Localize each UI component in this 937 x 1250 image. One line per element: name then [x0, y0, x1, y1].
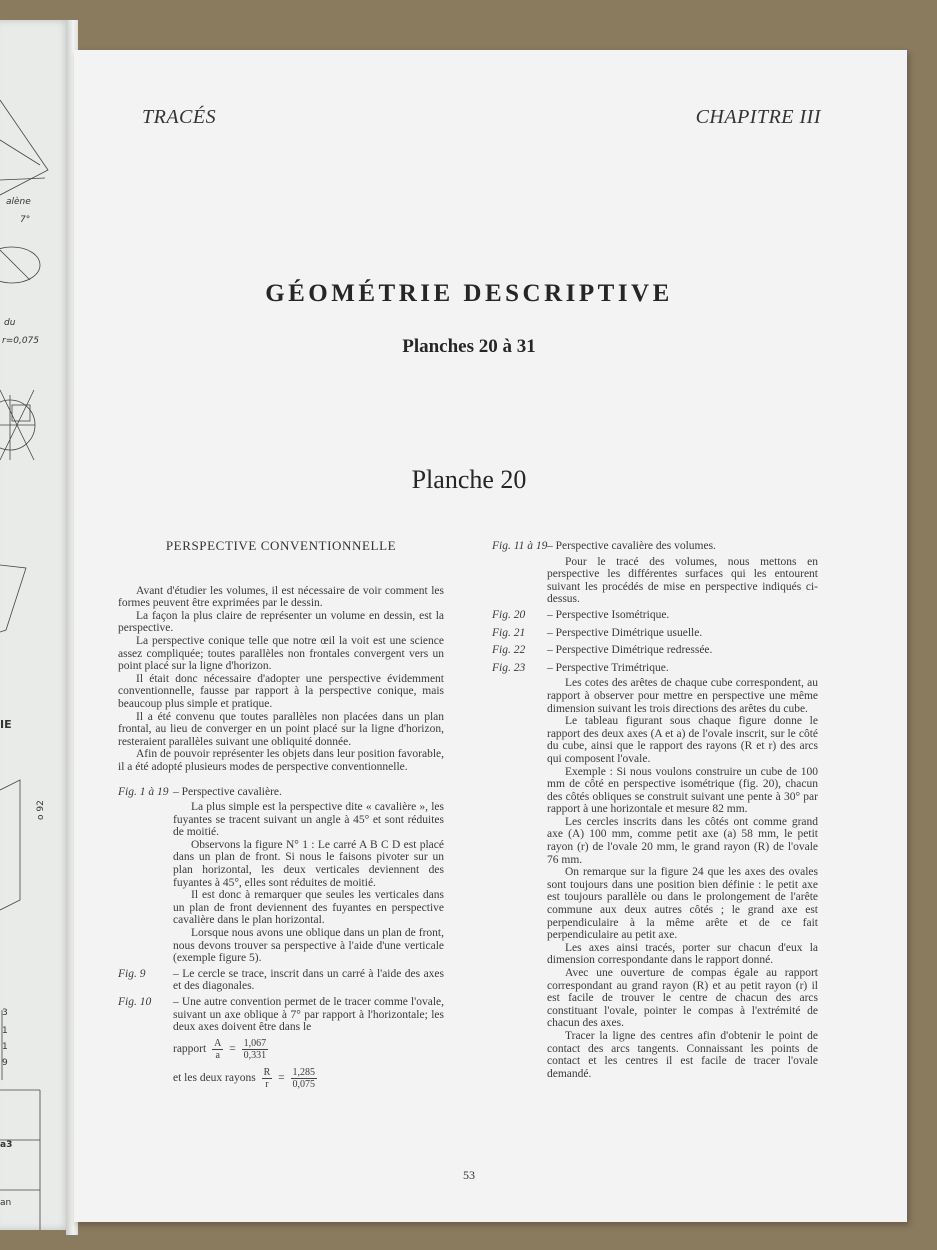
fragment-text: an	[0, 1198, 12, 1208]
paragraph: Il était donc nécessaire d'adopter une perspective évidemment conventionnelle, fausse par rapport à la perspective conique, mais beaucoup plus simple et pratique.	[118, 672, 444, 710]
plate-title: Planche 20	[411, 465, 527, 494]
fragment-text: r=0,075	[2, 336, 40, 346]
facing-page-edge	[0, 20, 72, 1230]
fraction-symbols	[262, 1067, 273, 1090]
paragraph: La façon la plus claire de représenter un volume en dessin, est la perspective.	[118, 609, 444, 635]
figure-title: – Perspective Dimétrique redressée.	[547, 644, 713, 657]
fraction-values	[291, 1067, 318, 1090]
paragraph: Les cercles inscrits dans les côtés ont comme grand axe (A) 100 mm, comme petit axe (a) 58 mm, le petit rayon (r) de l'ovale 20 mm, le grand rayon (R) de l'ovale 76 mm.	[547, 815, 818, 866]
figure-title-text: Perspective Dimétrique usuelle.	[555, 626, 703, 639]
fraction-numerator: 1,285	[292, 1066, 316, 1078]
figure-title-text: Perspective cavalière.	[181, 785, 282, 798]
figure-title: – Perspective Dimétrique usuelle.	[547, 626, 703, 639]
fraction-denominator: 0,075	[292, 1078, 316, 1090]
figure-description: – Une autre convention permet de le tracer comme l'ovale, suivant un axe oblique à 7° par rapport à l'horizontale; les deux axes doivent être dans le	[173, 996, 445, 1034]
figure-title: – Perspective Trimétrique.	[547, 661, 669, 674]
figure-title-text: Perspective Trimétrique.	[555, 661, 669, 674]
figure-entry	[492, 644, 818, 657]
figure-entry	[118, 996, 444, 1034]
fragment-text: du	[4, 318, 16, 328]
ratio-prefix: rapport	[173, 1042, 207, 1055]
fragment-text: 3	[2, 1008, 8, 1018]
ratio-prefix: et les deux rayons	[173, 1071, 256, 1084]
figure-entry	[492, 540, 818, 553]
figure-label: Fig. 22	[492, 644, 526, 657]
paragraph: Observons la figure N° 1 : Le carré A B C D est placé dans un plan de front. Si nous le faisons pivoter sur un plan horizontal, les deux verticales deviennent des fuyantes à 45°, elles sont réduites de moitié.	[173, 838, 444, 889]
section-heading: PERSPECTIVE CONVENTIONNELLE	[165, 538, 397, 553]
paragraph: On remarque sur la figure 24 que les axes des ovales sont toujours dans une position bien définie : le petit axe est toujours parallèle ou dans le prolongement de l'arête commune aux deux autres côtés ; le grand axe est perpendiculaire à la même arête et de ce fait perpendiculaire au petit axe.	[547, 866, 818, 942]
figure-title: – Perspective Isométrique.	[547, 608, 670, 621]
paragraph: Pour le tracé des volumes, nous mettons en perspective les différentes surfaces qui les entourent suivant les procédés de mise en perspective indiqués ci-dessus.	[547, 555, 818, 606]
fraction-denominator: r	[265, 1078, 269, 1090]
figure-entry	[118, 786, 444, 799]
fraction-numerator: A	[214, 1037, 222, 1049]
fragment-text: 9	[2, 1058, 8, 1068]
fraction-denominator: a	[215, 1049, 220, 1061]
figure-description-text: Le cercle se trace, inscrit dans un carré à l'aide des axes et des diagonales.	[173, 967, 445, 993]
figure-description: – Le cercle se trace, inscrit dans un carré à l'aide des axes et des diagonales.	[173, 967, 445, 993]
figure-entry	[118, 968, 444, 993]
fraction-denominator: 0,331	[243, 1049, 267, 1061]
fragment-text: 1	[2, 1026, 8, 1036]
figure-title-text: Perspective Dimétrique redressée.	[555, 644, 713, 657]
chapter-subtitle: Planches 20 à 31	[402, 336, 536, 357]
figure-entry	[492, 627, 818, 640]
fragment-text: 1	[2, 1042, 8, 1052]
running-head-left: TRACÉS	[142, 106, 217, 128]
fraction-values	[242, 1038, 269, 1061]
figure-label: Fig. 23	[492, 661, 526, 674]
figure-title-text: Perspective cavalière des volumes.	[555, 540, 716, 552]
fragment-text: IE	[0, 718, 12, 731]
paragraph: La plus simple est la perspective dite « cavalière », les fuyantes se tracent suivant un angle à 45° et sont réduites de moitié.	[173, 801, 444, 839]
paragraph: Afin de pouvoir représenter les objets dans leur position favorable, il a été adopté plusieurs modes de perspective conventionnelle.	[118, 748, 444, 773]
paragraph: Il a été convenu que toutes parallèles non placées dans un plan frontal, au lieu de converger en un point placé sur la ligne d'horizon, resteraient parallèles suivant une obliquité donnée.	[118, 710, 444, 748]
fragment-text: o 92	[36, 800, 46, 820]
fragment-text: 7°	[20, 215, 31, 225]
figure-label: Fig. 10	[118, 996, 152, 1008]
figure-label: Fig. 20	[492, 608, 526, 621]
paragraph: Avec une ouverture de compas égale au rapport correspondant au grand rayon (R) et au petit rayon (r) il est facile de trouver le centre de chacun des arcs constituant l'ovale, pointer le compas à l'extrémité de chacun des axes.	[547, 967, 818, 1030]
paragraph: La perspective conique telle que notre œil la voit est une science assez compliquée; toutes parallèles non frontales convergent vers un point placé sur la ligne d'horizon.	[118, 634, 444, 673]
figure-label: Fig. 1 à 19	[118, 785, 169, 798]
figure-label: Fig. 9	[118, 967, 146, 980]
figure-entry	[492, 609, 818, 622]
paragraph: Tracer la ligne des centres afin d'obtenir le point de contact des arcs tangents. Connaissant les points de contact et les centres il est facile de tracer l'ovale demandé.	[547, 1029, 818, 1080]
fragment-text: a3	[0, 1140, 13, 1150]
fraction-numerator: R	[263, 1066, 271, 1078]
paragraph: Le tableau figurant sous chaque figure donne le rapport des deux axes (A et a) de l'ovale inscrit, sur le côté du cube, ainsi que le rapport des rayons (R et r) des arcs qui composent l'ovale.	[547, 715, 818, 765]
figure-title: – Perspective cavalière des volumes.	[547, 540, 716, 552]
paragraph: Lorsque nous avons une oblique dans un plan de front, nous devons trouver sa perspective à l'aide d'une verticale (exemple figure 5).	[173, 927, 444, 965]
figure-entry	[492, 662, 818, 675]
paragraph: Avant d'étudier les volumes, il est nécessaire de voir comment les formes peuvent être exprimées par le dessin.	[118, 584, 444, 610]
paragraph: Les cotes des arêtes de chaque cube correspondent, au rapport à observer pour mettre en perspective une même dimension suivant les trois directions des arêtes du cube.	[547, 677, 818, 715]
running-head-right: CHAPITRE III	[695, 106, 821, 128]
figure-label: Fig. 21	[492, 626, 526, 639]
chapter-title: GÉOMÉTRIE DESCRIPTIVE	[265, 280, 673, 307]
fraction-numerator: 1,067	[243, 1037, 267, 1049]
book-page	[74, 50, 907, 1222]
fragment-text: alène	[6, 197, 31, 207]
paragraph: Les axes ainsi tracés, porter sur chacun d'eux la dimension correspondante dans le rapport donné.	[547, 941, 818, 967]
fraction-symbols	[212, 1038, 223, 1061]
figure-label: Fig. 11 à 19	[492, 540, 548, 552]
paragraph: Il est donc à remarquer que seules les verticales dans un plan de front deviennent des fuyantes en perspective cavalière dans le plan horizontal.	[173, 889, 444, 927]
ratio-equation-axes: rapport $\frac{A}{a}$ = $\frac{1,067}{0,331}$	[173, 1037, 267, 1061]
ratio-equation-radii: et les deux rayons $\frac{R}{r}$ = $\frac{1,285}{0,075}$	[173, 1066, 316, 1090]
figure-title: – Perspective cavalière.	[173, 785, 282, 798]
figure-description-text: Une autre convention permet de le tracer comme l'ovale, suivant un axe oblique à 7° par rapport à l'horizontale; les deux axes doivent être dans le	[173, 996, 445, 1034]
left-column	[118, 540, 444, 1090]
page-number: 53	[463, 1168, 475, 1182]
figure-title-text: Perspective Isométrique.	[555, 608, 670, 621]
right-column	[492, 540, 818, 1080]
paragraph: Exemple : Si nous voulons construire un cube de 100 mm de côté en perspective isométrique (fig. 20), chacun des côtés obliques se construit suivant une pente à 30° par rapport à une horizontale et mesure 82 mm.	[547, 765, 818, 816]
